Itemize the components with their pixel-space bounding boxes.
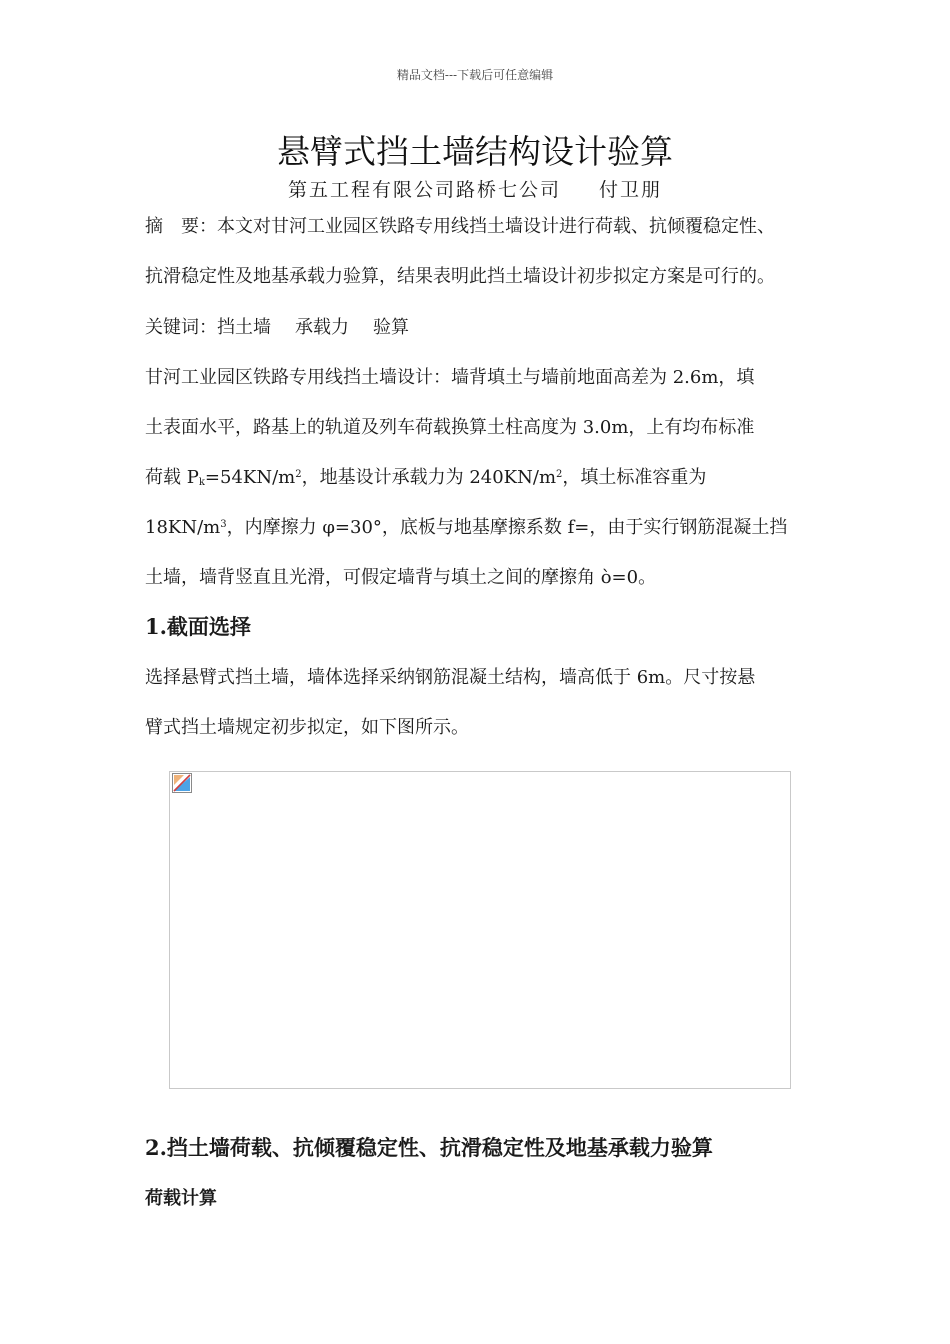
broken-image-icon <box>172 773 192 793</box>
design-line-1: 甘河工业园区铁路专用线挡土墙设计：墙背填土与墙前地面高差为 2.6m，填 <box>145 367 755 388</box>
keyword: 验算 <box>373 317 409 338</box>
section-heading-2: 2.挡土墙荷载、抗倾覆稳定性、抗滑稳定性及地基承载力验算 <box>145 1135 713 1160</box>
byline <box>0 175 950 202</box>
abstract-line-1: 摘 要：本文对甘河工业园区铁路专用线挡土墙设计进行荷载、抗倾覆稳定性、 <box>145 216 775 237</box>
abstract-line-2: 抗滑稳定性及地基承载力验算，结果表明此挡土墙设计初步拟定方案是可行的。 <box>145 266 775 287</box>
keyword: 挡土墙 <box>217 317 271 338</box>
keyword: 承载力 <box>295 317 349 338</box>
design-line-5: 土墙，墙背竖直且光滑，可假定墙背与填土之间的摩擦角 ò=0。 <box>145 567 657 588</box>
figure-placeholder <box>169 771 791 1089</box>
subsection-heading: 荷载计算 <box>145 1188 217 1209</box>
keywords <box>145 313 815 339</box>
section1-line-1: 选择悬臂式挡土墙，墙体选择采纳钢筋混凝土结构，墙高低于 6m。尺寸按悬 <box>145 667 756 688</box>
section1-line-2: 臂式挡土墙规定初步拟定，如下图所示。 <box>145 717 469 738</box>
page-header: 精品文档---下载后可任意编辑 <box>396 68 554 82</box>
keywords-label: 关键词： <box>145 317 217 338</box>
design-line-3: 荷载 $P_k=54KN/m^2$，地基设计承载力为 $240KN/m^2$，填土标准容重为 <box>145 467 707 488</box>
design-line-2: 土表面水平，路基上的轨道及列车荷载换算土柱高度为 3.0m，上有均布标准 <box>145 417 755 438</box>
author-name: 付卫朋 <box>599 179 663 201</box>
design-line-4: $18KN/m^3$，内摩擦力 φ=30°，底板与地基摩擦系数 f=，由于实行钢筋混凝土挡 <box>145 517 788 538</box>
section-heading-1: 1.截面选择 <box>145 614 251 639</box>
author-organization: 第五工程有限公司路桥七公司 <box>287 179 561 201</box>
document-title: 悬臂式挡土墙结构设计验算 <box>277 132 673 171</box>
